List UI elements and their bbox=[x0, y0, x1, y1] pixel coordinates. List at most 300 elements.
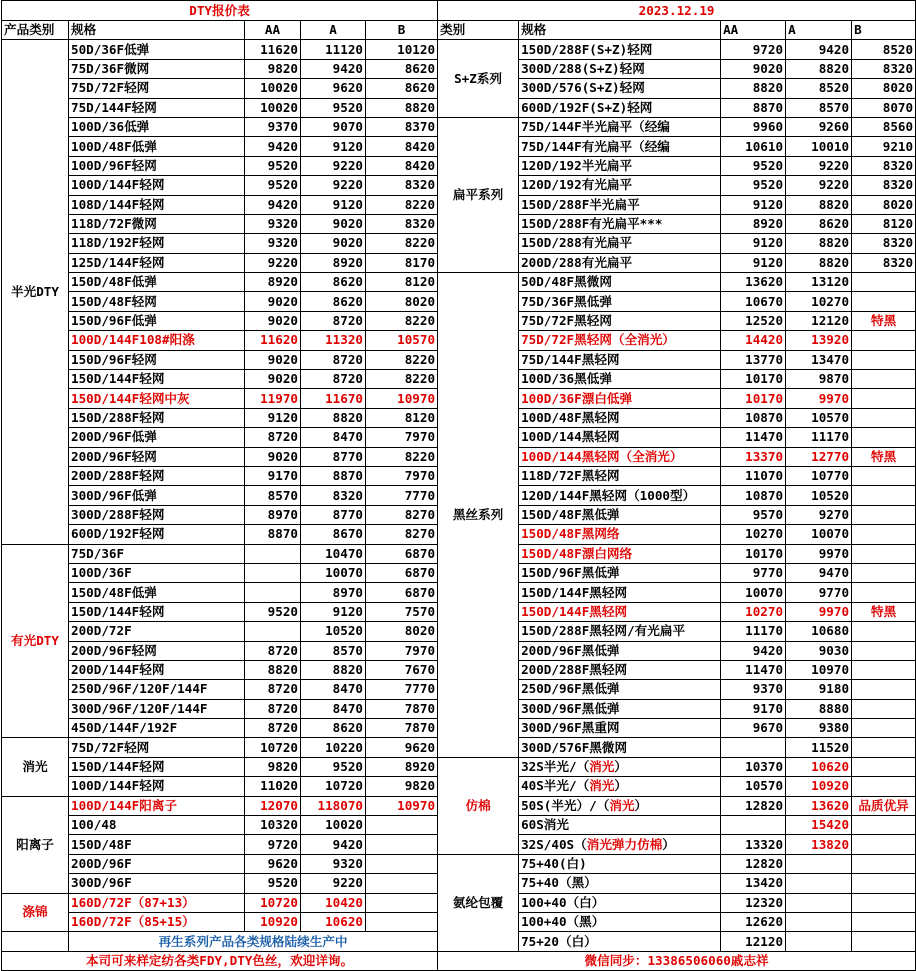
price-aa-cell: 9820 bbox=[245, 59, 301, 78]
spec-cell: 100D/144黑轻网 bbox=[519, 428, 721, 447]
price-a-cell: 8880 bbox=[786, 699, 852, 718]
price-aa-cell: 8720 bbox=[245, 680, 301, 699]
price-b-cell bbox=[852, 486, 916, 505]
price-b-cell bbox=[366, 816, 438, 835]
col-aa-2: AA bbox=[721, 21, 786, 40]
price-a-cell: 9120 bbox=[301, 602, 366, 621]
price-aa-cell: 10570 bbox=[721, 777, 786, 796]
spec-cell: 150D/144F黑轻网 bbox=[519, 583, 721, 602]
spec-highlight: 消光弹力仿棉 bbox=[586, 836, 663, 852]
price-aa-cell: 9520 bbox=[245, 156, 301, 175]
price-b-cell: 8320 bbox=[852, 253, 916, 272]
price-b-cell bbox=[852, 719, 916, 738]
price-b-cell bbox=[852, 408, 916, 427]
price-b-cell: 8320 bbox=[852, 234, 916, 253]
price-b-cell: 8520 bbox=[852, 40, 916, 59]
price-a-cell: 13620 bbox=[786, 796, 852, 815]
price-b-cell bbox=[852, 389, 916, 408]
price-aa-cell: 11470 bbox=[721, 428, 786, 447]
price-a-cell: 9770 bbox=[786, 583, 852, 602]
spec-cell: 75D/144F有光扁平（经编 bbox=[519, 137, 721, 156]
price-a-cell: 9220 bbox=[786, 176, 852, 195]
spec-highlight: 消光 bbox=[589, 778, 615, 794]
price-aa-cell: 10170 bbox=[721, 389, 786, 408]
price-aa-cell: 10170 bbox=[721, 544, 786, 563]
spec-cell: 450D/144F/192F bbox=[69, 719, 245, 738]
spec-cell: 120D/192有光扁平 bbox=[519, 176, 721, 195]
price-b-cell bbox=[852, 525, 916, 544]
price-b-cell: 7770 bbox=[366, 486, 438, 505]
col-b: B bbox=[366, 21, 438, 40]
price-b-cell bbox=[852, 273, 916, 292]
spec-cell: 200D/288F黑轻网 bbox=[519, 660, 721, 679]
price-aa-cell: 9370 bbox=[721, 680, 786, 699]
price-b-cell bbox=[852, 854, 916, 873]
price-aa-cell: 9120 bbox=[245, 408, 301, 427]
col-a: A bbox=[301, 21, 366, 40]
price-a-cell: 10570 bbox=[786, 408, 852, 427]
spec-cell: 150D/96F轻网 bbox=[69, 350, 245, 369]
price-aa-cell: 10070 bbox=[721, 583, 786, 602]
price-aa-cell: 9520 bbox=[721, 156, 786, 175]
price-b-cell: 9620 bbox=[366, 738, 438, 757]
spec-cell: 100D/96F轻网 bbox=[69, 156, 245, 175]
table-row bbox=[2, 757, 916, 776]
spec-cell: 118D/72F黑轻网 bbox=[519, 466, 721, 485]
spec-cell: 100D/36黑低弹 bbox=[519, 370, 721, 389]
price-a-cell: 8720 bbox=[301, 311, 366, 330]
spec-cell: 200D/96F轻网 bbox=[69, 641, 245, 660]
price-a-cell: 8820 bbox=[786, 59, 852, 78]
price-b-cell: 7570 bbox=[366, 602, 438, 621]
price-b-cell: 8620 bbox=[366, 59, 438, 78]
notice-blank-cell bbox=[2, 932, 69, 951]
price-a-cell: 10720 bbox=[301, 777, 366, 796]
price-aa-cell: 9170 bbox=[245, 466, 301, 485]
spec-cell: 200D/96F低弹 bbox=[69, 428, 245, 447]
price-aa-cell bbox=[245, 563, 301, 582]
price-aa-cell: 9120 bbox=[721, 195, 786, 214]
price-a-cell: 10770 bbox=[786, 466, 852, 485]
price-a-cell: 9220 bbox=[786, 156, 852, 175]
price-b-cell: 8120 bbox=[366, 408, 438, 427]
price-a-cell: 8820 bbox=[786, 234, 852, 253]
price-a-cell: 8620 bbox=[301, 273, 366, 292]
col-category: 产品类别 bbox=[2, 21, 69, 40]
price-b-cell bbox=[852, 466, 916, 485]
price-aa-cell: 9020 bbox=[245, 292, 301, 311]
spec-cell: 250D/96F黑低弹 bbox=[519, 680, 721, 699]
spec-cell: 300D/288(S+Z)轻网 bbox=[519, 59, 721, 78]
price-aa-cell bbox=[721, 816, 786, 835]
price-a-cell: 10020 bbox=[301, 816, 366, 835]
price-a-cell: 9120 bbox=[301, 195, 366, 214]
price-a-cell: 13920 bbox=[786, 331, 852, 350]
price-b-cell bbox=[852, 680, 916, 699]
price-b-cell bbox=[852, 370, 916, 389]
sheet-date: 2023.12.19 bbox=[438, 1, 916, 21]
price-a-cell: 8770 bbox=[301, 447, 366, 466]
price-b-cell bbox=[852, 563, 916, 582]
price-aa-cell: 9670 bbox=[721, 719, 786, 738]
spec-cell: 100D/48F低弹 bbox=[69, 137, 245, 156]
price-b-cell bbox=[852, 641, 916, 660]
spec-cell: 75D/36F黑低弹 bbox=[519, 292, 721, 311]
spec-cell: 75D/72F黑轻网（全消光） bbox=[519, 331, 721, 350]
spec-cell: 75+40(白) bbox=[519, 854, 721, 873]
price-aa-cell: 9520 bbox=[721, 176, 786, 195]
spec-cell: 75D/72F轻网 bbox=[69, 738, 245, 757]
price-a-cell: 9470 bbox=[786, 563, 852, 582]
price-b-cell: 8370 bbox=[366, 117, 438, 136]
col-spec-2: 规格 bbox=[519, 21, 721, 40]
price-b-cell: 7870 bbox=[366, 719, 438, 738]
price-b-cell bbox=[852, 660, 916, 679]
price-b-cell: 8320 bbox=[366, 176, 438, 195]
spec-cell: 150D/48F黑网络 bbox=[519, 525, 721, 544]
price-a-cell: 10420 bbox=[301, 893, 366, 912]
spec-cell: 150D/288F轻网 bbox=[69, 408, 245, 427]
price-b-cell: 8270 bbox=[366, 525, 438, 544]
spec-cell: 75D/72F黑轻网 bbox=[519, 311, 721, 330]
price-a-cell: 10970 bbox=[786, 660, 852, 679]
price-a-cell: 12120 bbox=[786, 311, 852, 330]
price-a-cell: 9020 bbox=[301, 214, 366, 233]
price-a-cell bbox=[786, 932, 852, 951]
price-a-cell: 8520 bbox=[786, 79, 852, 98]
price-aa-cell: 11620 bbox=[245, 331, 301, 350]
price-b-cell: 9210 bbox=[852, 137, 916, 156]
price-a-cell: 8920 bbox=[301, 253, 366, 272]
price-b-cell bbox=[852, 331, 916, 350]
category-cell: 黑丝系列 bbox=[438, 273, 519, 758]
col-b-2: B bbox=[852, 21, 916, 40]
price-a-cell: 13470 bbox=[786, 350, 852, 369]
price-aa-cell: 9120 bbox=[721, 253, 786, 272]
price-a-cell: 8820 bbox=[301, 408, 366, 427]
price-aa-cell: 9720 bbox=[721, 40, 786, 59]
spec-cell: 120D/192半光扁平 bbox=[519, 156, 721, 175]
price-a-cell: 9030 bbox=[786, 641, 852, 660]
price-aa-cell: 9820 bbox=[245, 757, 301, 776]
price-b-cell: 8020 bbox=[852, 195, 916, 214]
price-b-cell: 特黑 bbox=[852, 447, 916, 466]
price-b-cell: 8620 bbox=[366, 79, 438, 98]
spec-cell: 200D/72F bbox=[69, 622, 245, 641]
spec-cell: 100+40（白） bbox=[519, 893, 721, 912]
price-a-cell: 8570 bbox=[301, 641, 366, 660]
spec-cell: 150D/96F低弹 bbox=[69, 311, 245, 330]
price-aa-cell: 8870 bbox=[245, 525, 301, 544]
table-row bbox=[2, 117, 916, 136]
price-aa-cell: 9570 bbox=[721, 505, 786, 524]
price-a-cell: 8320 bbox=[301, 486, 366, 505]
price-aa-cell: 12120 bbox=[721, 932, 786, 951]
price-b-cell: 8220 bbox=[366, 370, 438, 389]
price-a-cell: 9520 bbox=[301, 757, 366, 776]
price-a-cell: 10520 bbox=[786, 486, 852, 505]
price-a-cell: 9180 bbox=[786, 680, 852, 699]
price-b-cell: 7670 bbox=[366, 660, 438, 679]
price-b-cell: 9820 bbox=[366, 777, 438, 796]
price-aa-cell: 14420 bbox=[721, 331, 786, 350]
price-aa-cell: 12320 bbox=[721, 893, 786, 912]
spec-cell: 150D/48F黑低弹 bbox=[519, 505, 721, 524]
spec-suffix: ） bbox=[634, 797, 648, 813]
price-a-cell: 10620 bbox=[301, 912, 366, 931]
price-aa-cell: 10720 bbox=[245, 893, 301, 912]
footer-row bbox=[2, 951, 916, 970]
price-a-cell: 11520 bbox=[786, 738, 852, 757]
price-aa-cell: 10370 bbox=[721, 757, 786, 776]
footer-right: 微信同步：13386506060戚志祥 bbox=[438, 951, 916, 970]
price-aa-cell: 9170 bbox=[721, 699, 786, 718]
spec-cell: 118D/192F轻网 bbox=[69, 234, 245, 253]
spec-cell: 150D/48F漂白网络 bbox=[519, 544, 721, 563]
notice-cell: 再生系列产品各类规格陆续生产中 bbox=[69, 932, 438, 951]
price-aa-cell: 8820 bbox=[245, 660, 301, 679]
spec-cell: 100D/144F阳离子 bbox=[69, 796, 245, 815]
price-aa-cell: 10670 bbox=[721, 292, 786, 311]
spec-suffix: ） bbox=[662, 836, 675, 852]
price-aa-cell: 9320 bbox=[245, 214, 301, 233]
spec-cell: 75+20（白） bbox=[519, 932, 721, 951]
price-aa-cell: 9370 bbox=[245, 117, 301, 136]
footer-left: 本司可来样定纺各类FDY,DTY色丝，欢迎详询。 bbox=[2, 951, 438, 970]
price-aa-cell: 12520 bbox=[721, 311, 786, 330]
spec-cell: 150D/144F黑轻网 bbox=[519, 602, 721, 621]
price-aa-cell: 9420 bbox=[721, 641, 786, 660]
spec-cell: 150D/288F半光扁平 bbox=[519, 195, 721, 214]
price-aa-cell: 11470 bbox=[721, 660, 786, 679]
price-b-cell: 8120 bbox=[852, 214, 916, 233]
spec-cell: 100D/144F108#阳涤 bbox=[69, 331, 245, 350]
price-a-cell: 9020 bbox=[301, 234, 366, 253]
spec-cell: 300D/96F bbox=[69, 874, 245, 893]
col-spec: 规格 bbox=[69, 21, 245, 40]
price-aa-cell: 9770 bbox=[721, 563, 786, 582]
price-b-cell: 8220 bbox=[366, 350, 438, 369]
spec-cell: 150D/288F有光扁平*** bbox=[519, 214, 721, 233]
price-a-cell bbox=[786, 854, 852, 873]
price-a-cell: 9320 bbox=[301, 854, 366, 873]
price-a-cell: 8720 bbox=[301, 370, 366, 389]
spec-cell: 150D/144F轻网 bbox=[69, 757, 245, 776]
price-b-cell: 8220 bbox=[366, 195, 438, 214]
spec-cell: 150D/48F低弹 bbox=[69, 583, 245, 602]
spec-cell: 75D/36F微网 bbox=[69, 59, 245, 78]
spec-cell: 150D/48F低弹 bbox=[69, 273, 245, 292]
price-a-cell: 10220 bbox=[301, 738, 366, 757]
price-a-cell: 8820 bbox=[301, 660, 366, 679]
category-cell: 半光DTY bbox=[2, 40, 69, 544]
price-aa-cell: 8970 bbox=[245, 505, 301, 524]
spec-cell: 100D/144F轻网 bbox=[69, 777, 245, 796]
price-a-cell: 9270 bbox=[786, 505, 852, 524]
spec-cell: 300D/288F轻网 bbox=[69, 505, 245, 524]
price-aa-cell: 10870 bbox=[721, 486, 786, 505]
price-aa-cell: 13370 bbox=[721, 447, 786, 466]
price-a-cell: 11670 bbox=[301, 389, 366, 408]
price-b-cell bbox=[366, 874, 438, 893]
spec-cell: 150D/144F轻网 bbox=[69, 370, 245, 389]
spec-cell: 150D/48F轻网 bbox=[69, 292, 245, 311]
price-a-cell: 8970 bbox=[301, 583, 366, 602]
spec-cell: 75D/144F轻网 bbox=[69, 98, 245, 117]
spec-cell: 200D/144F轻网 bbox=[69, 660, 245, 679]
price-aa-cell: 10870 bbox=[721, 408, 786, 427]
price-aa-cell: 13770 bbox=[721, 350, 786, 369]
price-a-cell: 118070 bbox=[301, 796, 366, 815]
price-aa-cell: 12620 bbox=[721, 912, 786, 931]
table-row bbox=[2, 273, 916, 292]
price-b-cell: 特黑 bbox=[852, 602, 916, 621]
price-b-cell bbox=[852, 738, 916, 757]
spec-cell: 75D/72F轻网 bbox=[69, 79, 245, 98]
spec-cell: 100D/48F黑轻网 bbox=[519, 408, 721, 427]
price-aa-cell: 8720 bbox=[245, 719, 301, 738]
category-cell: 仿棉 bbox=[438, 757, 519, 854]
col-aa: AA bbox=[245, 21, 301, 40]
price-b-cell: 8270 bbox=[366, 505, 438, 524]
spec-highlight: 消光 bbox=[609, 797, 635, 813]
spec-prefix: 50S(半光）/（ bbox=[521, 797, 610, 813]
spec-cell: 200D/96F黑低弹 bbox=[519, 641, 721, 660]
price-a-cell: 9220 bbox=[301, 874, 366, 893]
price-b-cell: 7970 bbox=[366, 466, 438, 485]
spec-cell: 300D/96F/120F/144F bbox=[69, 699, 245, 718]
spec-cell: 300D/96F低弹 bbox=[69, 486, 245, 505]
price-a-cell: 13820 bbox=[786, 835, 852, 854]
spec-cell: 150D/144F轻网中灰 bbox=[69, 389, 245, 408]
price-a-cell: 8870 bbox=[301, 466, 366, 485]
spec-cell: 100D/36F漂白低弹 bbox=[519, 389, 721, 408]
category-cell: 涤锦 bbox=[2, 893, 69, 932]
price-a-cell: 10680 bbox=[786, 622, 852, 641]
spec-cell: 160D/72F（85+15） bbox=[69, 912, 245, 931]
spec-cell: 300D/576F黑微网 bbox=[519, 738, 721, 757]
price-b-cell bbox=[852, 350, 916, 369]
price-aa-cell: 12820 bbox=[721, 854, 786, 873]
spec-highlight: 消光 bbox=[589, 759, 615, 775]
col-category-2: 类别 bbox=[438, 21, 519, 40]
price-aa-cell: 11620 bbox=[245, 40, 301, 59]
spec-cell: 250D/96F/120F/144F bbox=[69, 680, 245, 699]
column-header-row bbox=[2, 21, 916, 40]
price-b-cell bbox=[852, 912, 916, 931]
title-row bbox=[2, 1, 916, 21]
price-aa-cell bbox=[245, 544, 301, 563]
price-a-cell: 10520 bbox=[301, 622, 366, 641]
price-a-cell: 8470 bbox=[301, 428, 366, 447]
price-b-cell: 8320 bbox=[852, 156, 916, 175]
spec-cell: 100/48 bbox=[69, 816, 245, 835]
price-b-cell: 10120 bbox=[366, 40, 438, 59]
spec-cell: 75D/36F bbox=[69, 544, 245, 563]
price-aa-cell: 11970 bbox=[245, 389, 301, 408]
price-table bbox=[1, 0, 916, 971]
price-aa-cell: 8720 bbox=[245, 641, 301, 660]
price-b-cell: 6870 bbox=[366, 544, 438, 563]
price-aa-cell bbox=[245, 583, 301, 602]
price-b-cell: 8220 bbox=[366, 311, 438, 330]
price-b-cell bbox=[852, 583, 916, 602]
price-aa-cell: 13320 bbox=[721, 835, 786, 854]
price-aa-cell: 10020 bbox=[245, 79, 301, 98]
spec-cell: 150D/144F轻网 bbox=[69, 602, 245, 621]
price-aa-cell: 8720 bbox=[245, 428, 301, 447]
price-b-cell: 8560 bbox=[852, 117, 916, 136]
price-aa-cell: 10020 bbox=[245, 98, 301, 117]
price-a-cell: 9970 bbox=[786, 389, 852, 408]
price-a-cell: 9970 bbox=[786, 602, 852, 621]
spec-prefix: 32S半光/（ bbox=[521, 759, 590, 775]
price-a-cell: 8770 bbox=[301, 505, 366, 524]
price-a-cell: 11170 bbox=[786, 428, 852, 447]
price-b-cell bbox=[852, 505, 916, 524]
price-a-cell: 9220 bbox=[301, 156, 366, 175]
price-b-cell bbox=[852, 816, 916, 835]
price-b-cell: 10970 bbox=[366, 389, 438, 408]
price-a-cell: 12770 bbox=[786, 447, 852, 466]
price-a-cell: 15420 bbox=[786, 816, 852, 835]
spec-cell bbox=[519, 796, 721, 815]
price-b-cell: 品质优异 bbox=[852, 796, 916, 815]
spec-cell: 600D/192F轻网 bbox=[69, 525, 245, 544]
price-aa-cell: 11070 bbox=[721, 466, 786, 485]
price-aa-cell bbox=[245, 622, 301, 641]
spec-cell: 100D/36F bbox=[69, 563, 245, 582]
spec-cell: 160D/72F（87+13） bbox=[69, 893, 245, 912]
price-a-cell: 8470 bbox=[301, 680, 366, 699]
price-b-cell bbox=[852, 757, 916, 776]
price-aa-cell: 10320 bbox=[245, 816, 301, 835]
table-row bbox=[2, 40, 916, 59]
price-a-cell: 8620 bbox=[301, 292, 366, 311]
spec-cell: 150D/288F(S+Z)轻网 bbox=[519, 40, 721, 59]
price-aa-cell: 9520 bbox=[245, 874, 301, 893]
spec-cell: 60S消光 bbox=[519, 816, 721, 835]
spec-cell: 200D/96F bbox=[69, 854, 245, 873]
spec-cell: 50D/48F黑微网 bbox=[519, 273, 721, 292]
spec-cell: 125D/144F轻网 bbox=[69, 253, 245, 272]
price-aa-cell: 12070 bbox=[245, 796, 301, 815]
price-aa-cell: 10720 bbox=[245, 738, 301, 757]
spec-cell: 150D/96F黑低弹 bbox=[519, 563, 721, 582]
price-aa-cell: 9020 bbox=[245, 350, 301, 369]
price-b-cell: 8020 bbox=[366, 622, 438, 641]
spec-prefix: 32S/40S（ bbox=[521, 836, 587, 852]
spec-cell: 100+40（黑） bbox=[519, 912, 721, 931]
price-a-cell: 8670 bbox=[301, 525, 366, 544]
price-a-cell: 9970 bbox=[786, 544, 852, 563]
spec-cell: 75D/144F黑轻网 bbox=[519, 350, 721, 369]
price-aa-cell: 10920 bbox=[245, 912, 301, 931]
price-aa-cell: 9420 bbox=[245, 137, 301, 156]
price-a-cell: 8720 bbox=[301, 350, 366, 369]
price-aa-cell: 9320 bbox=[245, 234, 301, 253]
price-a-cell: 11320 bbox=[301, 331, 366, 350]
price-a-cell: 8470 bbox=[301, 699, 366, 718]
price-b-cell: 7970 bbox=[366, 641, 438, 660]
category-cell: 氨纶包覆 bbox=[438, 854, 519, 951]
price-aa-cell: 11020 bbox=[245, 777, 301, 796]
price-aa-cell: 9020 bbox=[245, 447, 301, 466]
spec-cell: 150D/288F黑轻网/有光扁平 bbox=[519, 622, 721, 641]
spec-cell: 120D/144F黑轻网（1000型） bbox=[519, 486, 721, 505]
price-a-cell: 10470 bbox=[301, 544, 366, 563]
price-aa-cell: 10270 bbox=[721, 602, 786, 621]
